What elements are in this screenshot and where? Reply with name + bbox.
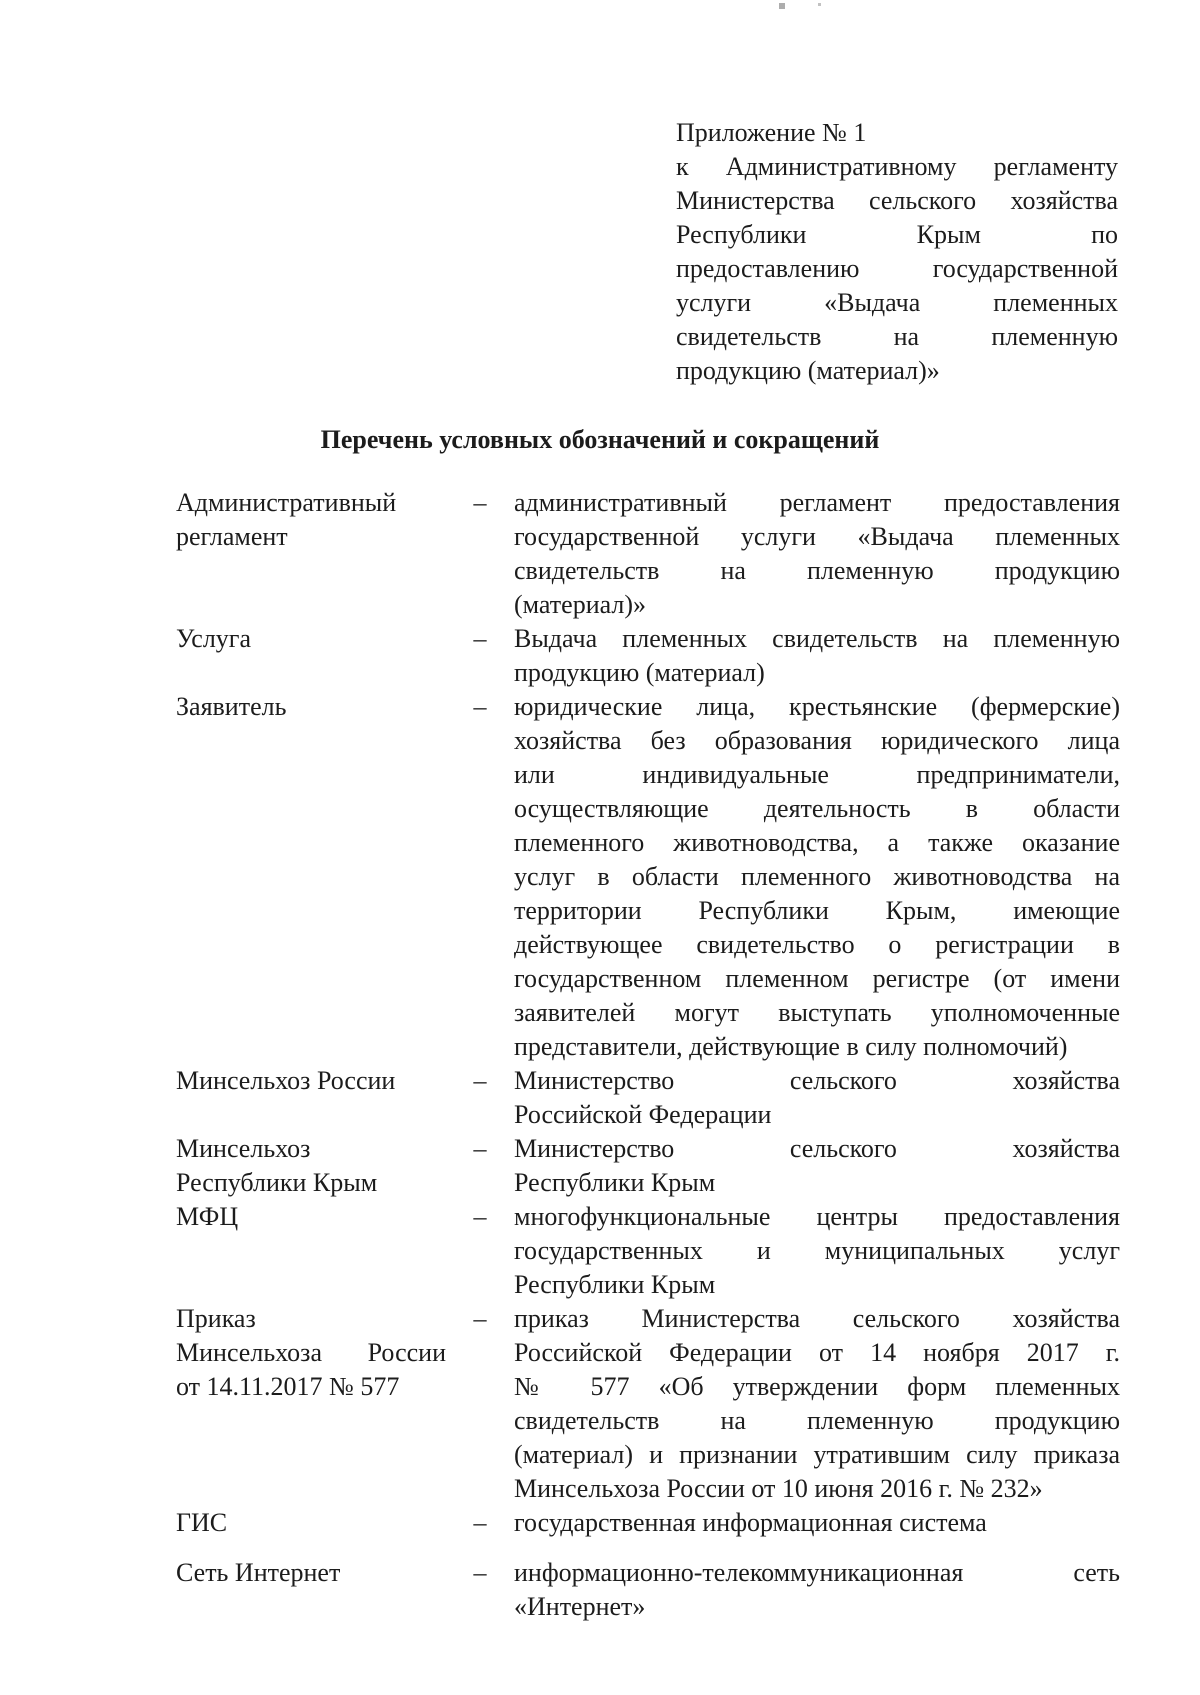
- definition: [514, 1064, 1120, 1132]
- definition: [514, 1302, 1120, 1506]
- term: [176, 1064, 446, 1098]
- term: [176, 1556, 446, 1590]
- definition-line: Республики Крым: [514, 1168, 716, 1197]
- definition-line: услуг в области племенного животноводства на: [514, 862, 1120, 891]
- dash-separator: –: [473, 1558, 487, 1587]
- definition-line: «Интернет»: [514, 1592, 646, 1621]
- term-line: Услуга: [176, 624, 252, 653]
- definition-line: племенного животноводства, а также оказание: [514, 828, 1120, 857]
- appendix-line: Республики Крым по: [676, 220, 1118, 249]
- definition-line: многофункциональные центры предоставления: [514, 1202, 1120, 1231]
- appendix-line: продукцию (материал)»: [676, 356, 940, 385]
- definition: [514, 1556, 1120, 1624]
- term-line: Заявитель: [176, 692, 287, 721]
- term-line: ГИС: [176, 1508, 228, 1537]
- dash-separator: –: [473, 1066, 487, 1095]
- term: [176, 622, 446, 656]
- definition-line: свидетельств на племенную продукцию: [514, 1406, 1120, 1435]
- glossary-entry: [176, 1200, 1120, 1302]
- page-title: Перечень условных обозначений и сокращений: [320, 425, 880, 454]
- glossary-entry: [176, 690, 1120, 1064]
- dash-separator: –: [473, 1202, 487, 1231]
- term-line: регламент: [176, 522, 288, 551]
- term-line: Минсельхоза России: [176, 1338, 446, 1367]
- appendix-line: предоставлению государственной: [676, 254, 1118, 283]
- definition-line: Министерство сельского хозяйства: [514, 1066, 1120, 1095]
- term: [176, 1200, 446, 1234]
- term-line: Приказ: [176, 1304, 256, 1333]
- scan-artifact-dot: [779, 3, 785, 9]
- definition: [514, 690, 1120, 1064]
- glossary-entry: [176, 486, 1120, 622]
- dash-separator: –: [473, 1304, 487, 1333]
- definition-line: (материал)»: [514, 590, 647, 619]
- definition-line: или индивидуальные предприниматели,: [514, 760, 1120, 789]
- appendix-line: свидетельств на племенную: [676, 322, 1118, 351]
- definition-line: Министерство сельского хозяйства: [514, 1134, 1120, 1163]
- definition-line: государственном племенном регистре (от имени: [514, 964, 1120, 993]
- term: [176, 1506, 446, 1540]
- definition-line: № 577 «Об утверждении форм племенных: [514, 1372, 1120, 1401]
- definition-line: государственной услуги «Выдача племенных: [514, 522, 1120, 551]
- term-line: Административный: [176, 488, 397, 517]
- definition-line: государственных и муниципальных услуг: [514, 1236, 1120, 1265]
- appendix-line: Министерства сельского хозяйства: [676, 186, 1118, 215]
- definition-line: осуществляющие деятельность в области: [514, 794, 1120, 823]
- definition-line: действующее свидетельство о регистрации в: [514, 930, 1120, 959]
- definition-line: Российской Федерации: [514, 1100, 772, 1129]
- definition-line: заявителей могут выступать уполномоченные: [514, 998, 1120, 1027]
- glossary: [176, 486, 1120, 1624]
- glossary-entry: [176, 1302, 1120, 1506]
- appendix-line: услуги «Выдача племенных: [676, 288, 1118, 317]
- term: [176, 486, 446, 554]
- dash-separator: –: [473, 624, 487, 653]
- definition: [514, 486, 1120, 622]
- definition: [514, 1132, 1120, 1200]
- definition: [514, 1200, 1120, 1302]
- term: [176, 690, 446, 724]
- dash-separator: –: [473, 1134, 487, 1163]
- definition-line: Выдача племенных свидетельств на племенную: [514, 624, 1120, 653]
- definition-line: (материал) и признании утратившим силу приказа: [514, 1440, 1120, 1469]
- appendix-note: [676, 116, 1118, 388]
- definition-line: Минсельхоза России от 10 июня 2016 г. № 232»: [514, 1474, 1043, 1503]
- glossary-entry: [176, 622, 1120, 690]
- definition-line: приказ Министерства сельского хозяйства: [514, 1304, 1120, 1333]
- glossary-entry: [176, 1506, 1120, 1540]
- definition: [514, 622, 1120, 690]
- term-line: Минсельхоз: [176, 1134, 311, 1163]
- definition-line: Республики Крым: [514, 1270, 716, 1299]
- definition-line: информационно-телекоммуникационная сеть: [514, 1558, 1120, 1587]
- definition-line: территории Республики Крым, имеющие: [514, 896, 1120, 925]
- definition-line: свидетельств на племенную продукцию: [514, 556, 1120, 585]
- definition-line: представители, действующие в силу полномочий): [514, 1032, 1068, 1061]
- glossary-entry: [176, 1132, 1120, 1200]
- term-line: Сеть Интернет: [176, 1558, 341, 1587]
- definition-line: продукцию (материал): [514, 658, 765, 687]
- glossary-entry: [176, 1064, 1120, 1132]
- dash-separator: –: [473, 488, 487, 517]
- definition-line: хозяйства без образования юридического лица: [514, 726, 1120, 755]
- dash-separator: –: [473, 692, 487, 721]
- definition-line: Российской Федерации от 14 ноября 2017 г.: [514, 1338, 1120, 1367]
- definition: [514, 1506, 1120, 1540]
- term: [176, 1132, 446, 1200]
- definition-line: юридические лица, крестьянские (фермерские): [514, 692, 1120, 721]
- term: [176, 1302, 446, 1404]
- term-line: Республики Крым: [176, 1168, 378, 1197]
- term-line: от 14.11.2017 № 577: [176, 1372, 400, 1401]
- scan-artifact-dot: [818, 3, 821, 6]
- term-line: Минсельхоз России: [176, 1066, 396, 1095]
- dash-separator: –: [473, 1508, 487, 1537]
- definition-line: административный регламент предоставления: [514, 488, 1120, 517]
- appendix-line: к Административному регламенту: [676, 152, 1118, 181]
- definition-line: государственная информационная система: [514, 1508, 987, 1537]
- appendix-number: Приложение № 1: [676, 118, 867, 147]
- glossary-entry: [176, 1556, 1120, 1624]
- term-line: МФЦ: [176, 1202, 239, 1231]
